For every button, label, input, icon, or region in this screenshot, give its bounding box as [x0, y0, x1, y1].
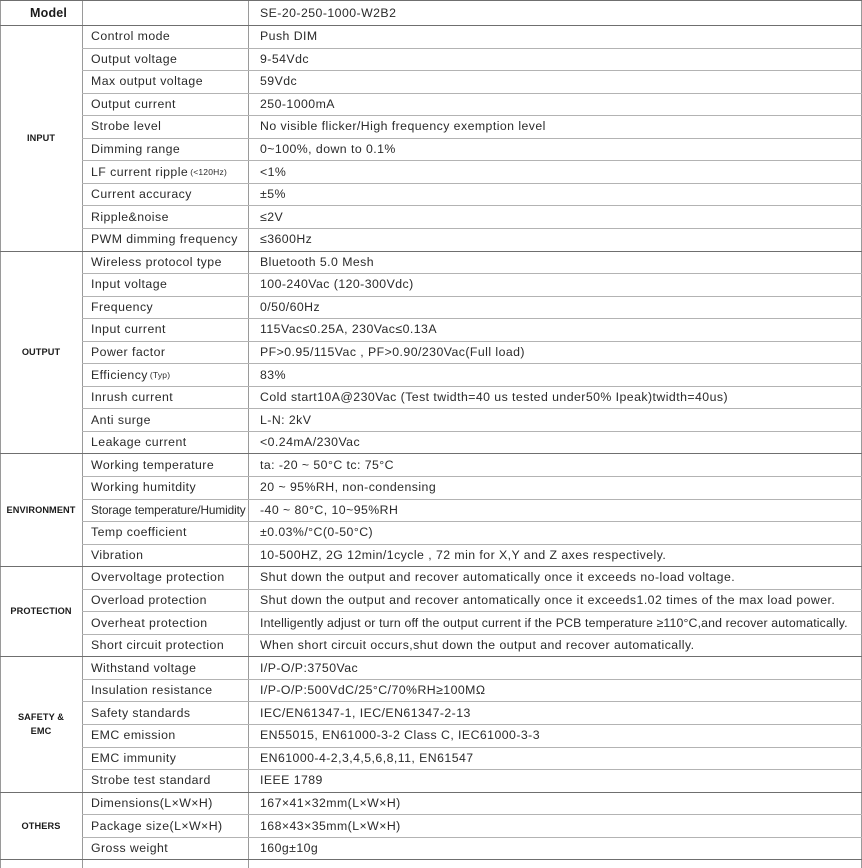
param-cell: [91, 205, 169, 228]
param-cell: [91, 544, 143, 567]
param-label: Power factor: [91, 344, 166, 359]
param-cell: [91, 431, 187, 454]
table-border: [0, 0, 862, 1]
param-cell: [91, 273, 167, 296]
param-label: Temp coefficient: [91, 525, 187, 540]
value-cell: 168×43×35mm(L×W×H): [260, 818, 401, 833]
value-cell: IEC/EN61347-1, IEC/EN61347-2-13: [260, 705, 471, 720]
row-divider: [82, 476, 862, 477]
value-cell: PF>0.95/115Vac , PF>0.90/230Vac(Full load): [260, 344, 525, 359]
value-cell: ±5%: [260, 187, 286, 202]
param-label: Storage temperature/Humidity: [91, 502, 246, 517]
param-cell: [91, 363, 170, 386]
section-label: PROTECTION: [10, 606, 72, 617]
value-cell: ≤3600Hz: [260, 232, 313, 247]
value-cell: 0~100%, down to 0.1%: [260, 142, 396, 157]
value-cell: 9-54Vdc: [260, 51, 309, 66]
param-label: Strobe level: [91, 119, 162, 134]
param-label: Vibration: [91, 547, 144, 562]
value-cell: Push DIM: [260, 29, 318, 44]
param-cell: [91, 634, 224, 657]
row-divider: [82, 318, 862, 319]
param-note: (<120Hz): [190, 166, 227, 177]
param-cell: [91, 724, 176, 747]
value-cell: 100-240Vac (120-300Vdc): [260, 277, 414, 292]
row-divider: [82, 138, 862, 139]
header-value: SE-20-250-1000-W2B2: [260, 6, 397, 20]
value-cell: When short circuit occurs,shut down the output and recover automatically.: [260, 638, 695, 653]
row-divider: [82, 701, 862, 702]
param-note: (Typ): [149, 369, 171, 380]
param-cell: [91, 160, 227, 183]
param-label: Short circuit protection: [91, 638, 225, 653]
param-label: Insulation resistance: [91, 683, 213, 698]
value-cell: <0.24mA/230Vac: [260, 435, 361, 450]
value-cell: IEEE 1789: [260, 773, 323, 788]
value-cell: 20 ~ 95%RH, non-condensing: [260, 480, 437, 495]
value-cell: 160g±10g: [260, 841, 319, 856]
value-cell: L-N: 2kV: [260, 412, 312, 427]
param-cell: [91, 453, 214, 476]
value-cell: I/P-O/P:3750Vac: [260, 660, 359, 675]
param-label: Package size(L×W×H): [91, 818, 223, 833]
value-cell: 59Vdc: [260, 74, 298, 89]
value-cell: 0/50/60Hz: [260, 299, 321, 314]
row-divider: [82, 205, 862, 206]
value-cell: <1%: [260, 164, 287, 179]
value-cell: Bluetooth 5.0 Mesh: [260, 254, 375, 269]
param-cell: [91, 566, 225, 589]
param-label: PWM dimming frequency: [91, 232, 238, 247]
value-cell: ±0.03%/°C(0-50°C): [260, 525, 374, 540]
param-label: Input voltage: [91, 277, 168, 292]
param-label: Control mode: [91, 29, 171, 44]
value-cell: 167×41×32mm(L×W×H): [260, 795, 401, 810]
param-cell: [91, 792, 213, 815]
param-cell: [91, 521, 187, 544]
param-cell: [91, 611, 208, 634]
param-cell: [91, 115, 161, 138]
param-label: Strobe test standard: [91, 773, 211, 788]
param-cell: [91, 228, 238, 251]
row-divider: [82, 296, 862, 297]
param-cell: [91, 70, 203, 93]
row-divider: [82, 431, 862, 432]
value-cell: EN55015, EN61000-3-2 Class C, IEC61000-3-3: [260, 728, 541, 743]
value-cell: Cold start10A@230Vac (Test twidth=40 us tested under50% Ipeak)twidth=40us): [260, 390, 728, 405]
param-label: Overheat protection: [91, 615, 208, 630]
param-label: Overload protection: [91, 593, 207, 608]
value-cell: ≤2V: [260, 209, 284, 224]
param-label: Efficiency: [91, 367, 148, 382]
row-divider: [82, 93, 862, 94]
column-divider: [248, 0, 249, 868]
value-cell: I/P-O/P:500VdC/25°C/70%RH≥100MΩ: [260, 683, 486, 698]
value-cell: ta: -20 ~ 50°C tc: 75°C: [260, 457, 394, 472]
param-cell: [91, 702, 190, 725]
param-label: Dimming range: [91, 142, 181, 157]
param-label: EMC immunity: [91, 750, 177, 765]
param-label: Output voltage: [91, 51, 178, 66]
param-cell: [91, 296, 153, 319]
param-label: Working temperature: [91, 457, 215, 472]
value-cell: -40 ~ 80°C, 10~95%RH: [260, 502, 399, 517]
param-cell: [91, 318, 166, 341]
row-divider: [82, 273, 862, 274]
param-cell: [91, 837, 168, 860]
value-cell: Intelligently adjust or turn off the output current if the PCB temperature ≥110°C,and recover automatically.: [260, 615, 848, 630]
param-cell: [91, 386, 173, 409]
param-cell: [91, 138, 180, 161]
param-label: Overvoltage protection: [91, 570, 225, 585]
param-label: Current accuracy: [91, 187, 192, 202]
column-divider: [82, 0, 83, 868]
param-cell: [91, 183, 192, 206]
param-label: Output current: [91, 96, 176, 111]
row-divider: [82, 408, 862, 409]
param-cell: [91, 814, 223, 837]
param-label: Gross weight: [91, 841, 169, 856]
row-divider: [82, 363, 862, 364]
section-label: OTHERS: [21, 820, 61, 831]
param-label: Ripple&noise: [91, 209, 169, 224]
section-label: OUTPUT: [21, 346, 61, 357]
param-label: Working humitdity: [91, 480, 197, 495]
param-cell: [91, 769, 211, 792]
param-label: Frequency: [91, 299, 154, 314]
param-cell: [91, 25, 170, 48]
param-label: Wireless protocol type: [91, 254, 222, 269]
param-cell: [91, 251, 222, 274]
value-cell: EN61000-4-2,3,4,5,6,8,11, EN61547: [260, 750, 474, 765]
param-cell: [91, 48, 177, 71]
value-cell: Shut down the output and recover antomatically once it exceeds1.02 times of the max load power.: [260, 593, 836, 608]
param-cell: [91, 656, 196, 679]
param-label: Anti surge: [91, 412, 151, 427]
value-cell: 250-1000mA: [260, 96, 335, 111]
value-cell: 10-500HZ, 2G 12min/1cycle , 72 min for X,Y and Z axes respectively.: [260, 547, 667, 562]
row-divider: [82, 521, 862, 522]
value-cell: 83%: [260, 367, 286, 382]
header-label: Model: [30, 6, 68, 20]
param-label: Inrush current: [91, 390, 174, 405]
param-label: Safety standards: [91, 705, 191, 720]
row-divider: [82, 183, 862, 184]
row-divider: [82, 48, 862, 49]
value-cell: 115Vac≤0.25A, 230Vac≤0.13A: [260, 322, 437, 337]
param-cell: [91, 747, 176, 770]
param-cell: [91, 476, 196, 499]
param-label: Leakage current: [91, 435, 187, 450]
param-label: Dimensions(L×W×H): [91, 795, 213, 810]
value-cell: No visible flicker/High frequency exemption level: [260, 119, 546, 134]
param-cell: [91, 679, 213, 702]
param-label: Withstand voltage: [91, 660, 197, 675]
param-label: EMC emission: [91, 728, 176, 743]
param-cell: [91, 499, 246, 522]
row-divider: [0, 859, 862, 860]
section-label: SAFETY & EMC: [17, 712, 65, 737]
section-label: ENVIRONMENT: [6, 504, 76, 515]
value-cell: Shut down the output and recover automatically once it exceeds no-load voltage.: [260, 570, 736, 585]
section-label: INPUT: [26, 132, 56, 143]
row-divider: [82, 837, 862, 838]
param-label: Input current: [91, 322, 166, 337]
param-cell: [91, 589, 207, 612]
param-cell: [91, 93, 176, 116]
param-cell: [91, 341, 165, 364]
param-label: LF current ripple: [91, 164, 189, 179]
param-label: Max output voltage: [91, 74, 204, 89]
param-cell: [91, 408, 151, 431]
